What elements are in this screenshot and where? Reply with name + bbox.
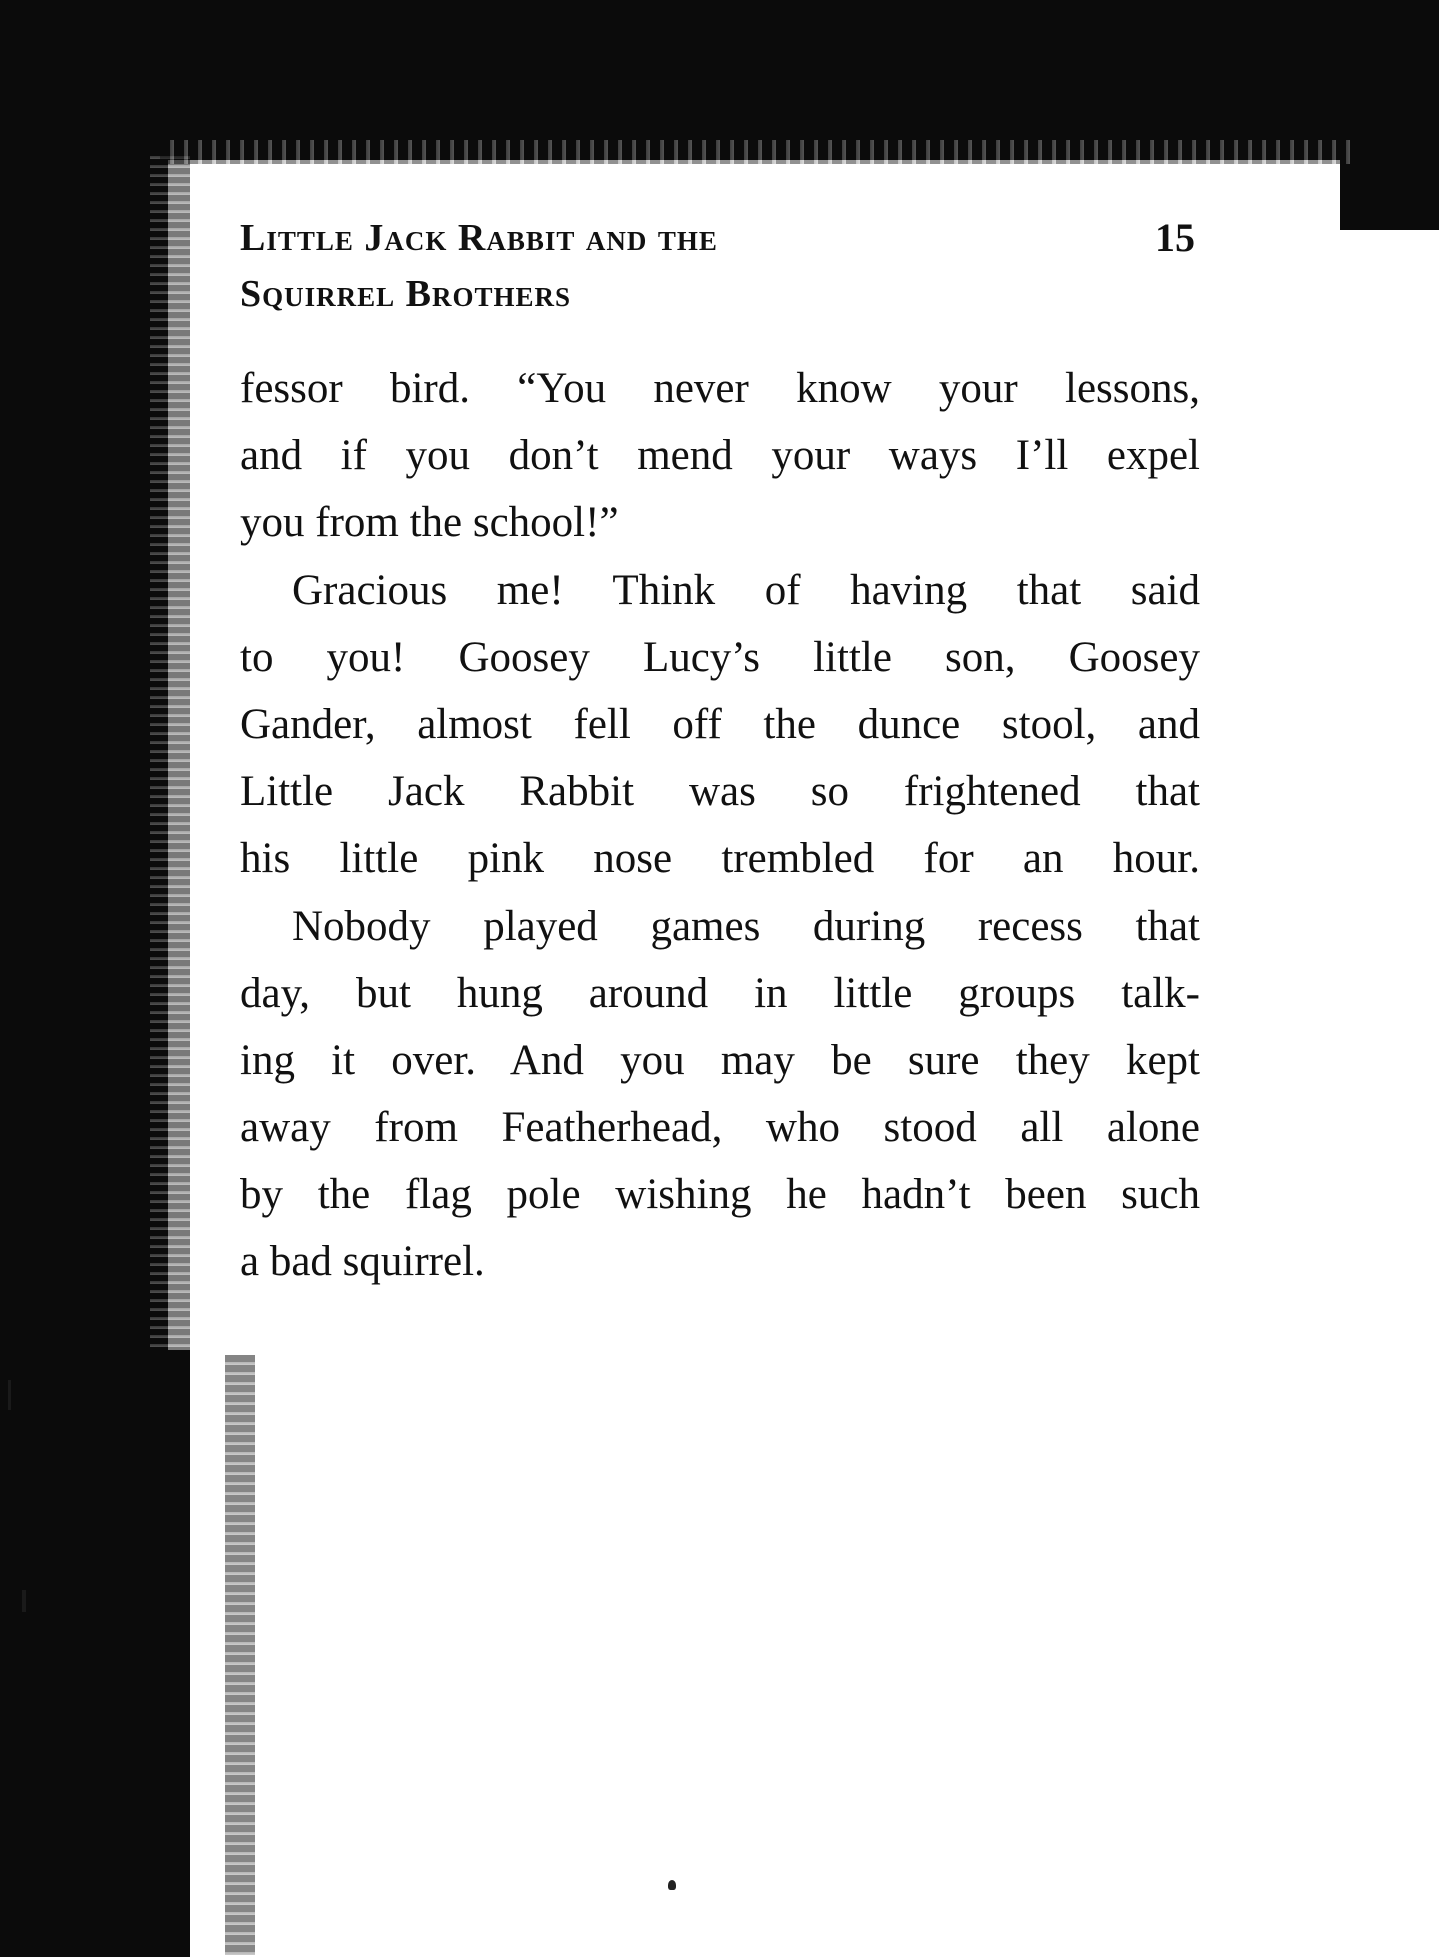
text-line: his little pink nose trembled for an hour. <box>240 835 1200 883</box>
text-line: day, but hung around in little groups talk- <box>240 969 1200 1017</box>
text-line: fessor bird. “You never know your lessons, <box>240 365 1200 412</box>
text-line: you from the school!” <box>240 499 619 547</box>
text-line: by the flag pole wishing he hadn’t been such <box>240 1171 1200 1219</box>
scan-edge-noise <box>150 150 190 1350</box>
text-line: Gander, almost fell off the dunce stool, and <box>240 700 1200 748</box>
text-line: Gracious me! Think of having that said <box>292 566 1200 614</box>
body-text <box>240 355 1200 1296</box>
text-line: and if you don’t mend your ways I’ll expel <box>240 432 1200 480</box>
text-line: Nobody played games during recess that <box>292 902 1200 950</box>
scan-artifact <box>8 1380 11 1410</box>
text-line: away from Featherhead, who stood all alone <box>240 1104 1200 1152</box>
scan-artifact <box>22 1590 26 1612</box>
page-number: 15 <box>1155 215 1195 260</box>
text-line: to you! Goosey Lucy’s little son, Goosey <box>240 633 1200 681</box>
text-line: Little Jack Rabbit was so frightened that <box>240 768 1200 816</box>
text-line: a bad squirrel. <box>240 1238 485 1286</box>
scan-edge-noise-lower <box>225 1355 255 1955</box>
scan-top-noise <box>160 140 1360 164</box>
running-head <box>240 210 1195 320</box>
text-line: ing it over. And you may be sure they kept <box>240 1036 1200 1084</box>
page-paper-lower <box>255 1350 1439 1957</box>
scan-border-top <box>0 0 1439 160</box>
running-title: Little Jack Rabbit and the Squirrel Brothers <box>240 217 718 315</box>
ink-speck <box>668 1880 676 1890</box>
